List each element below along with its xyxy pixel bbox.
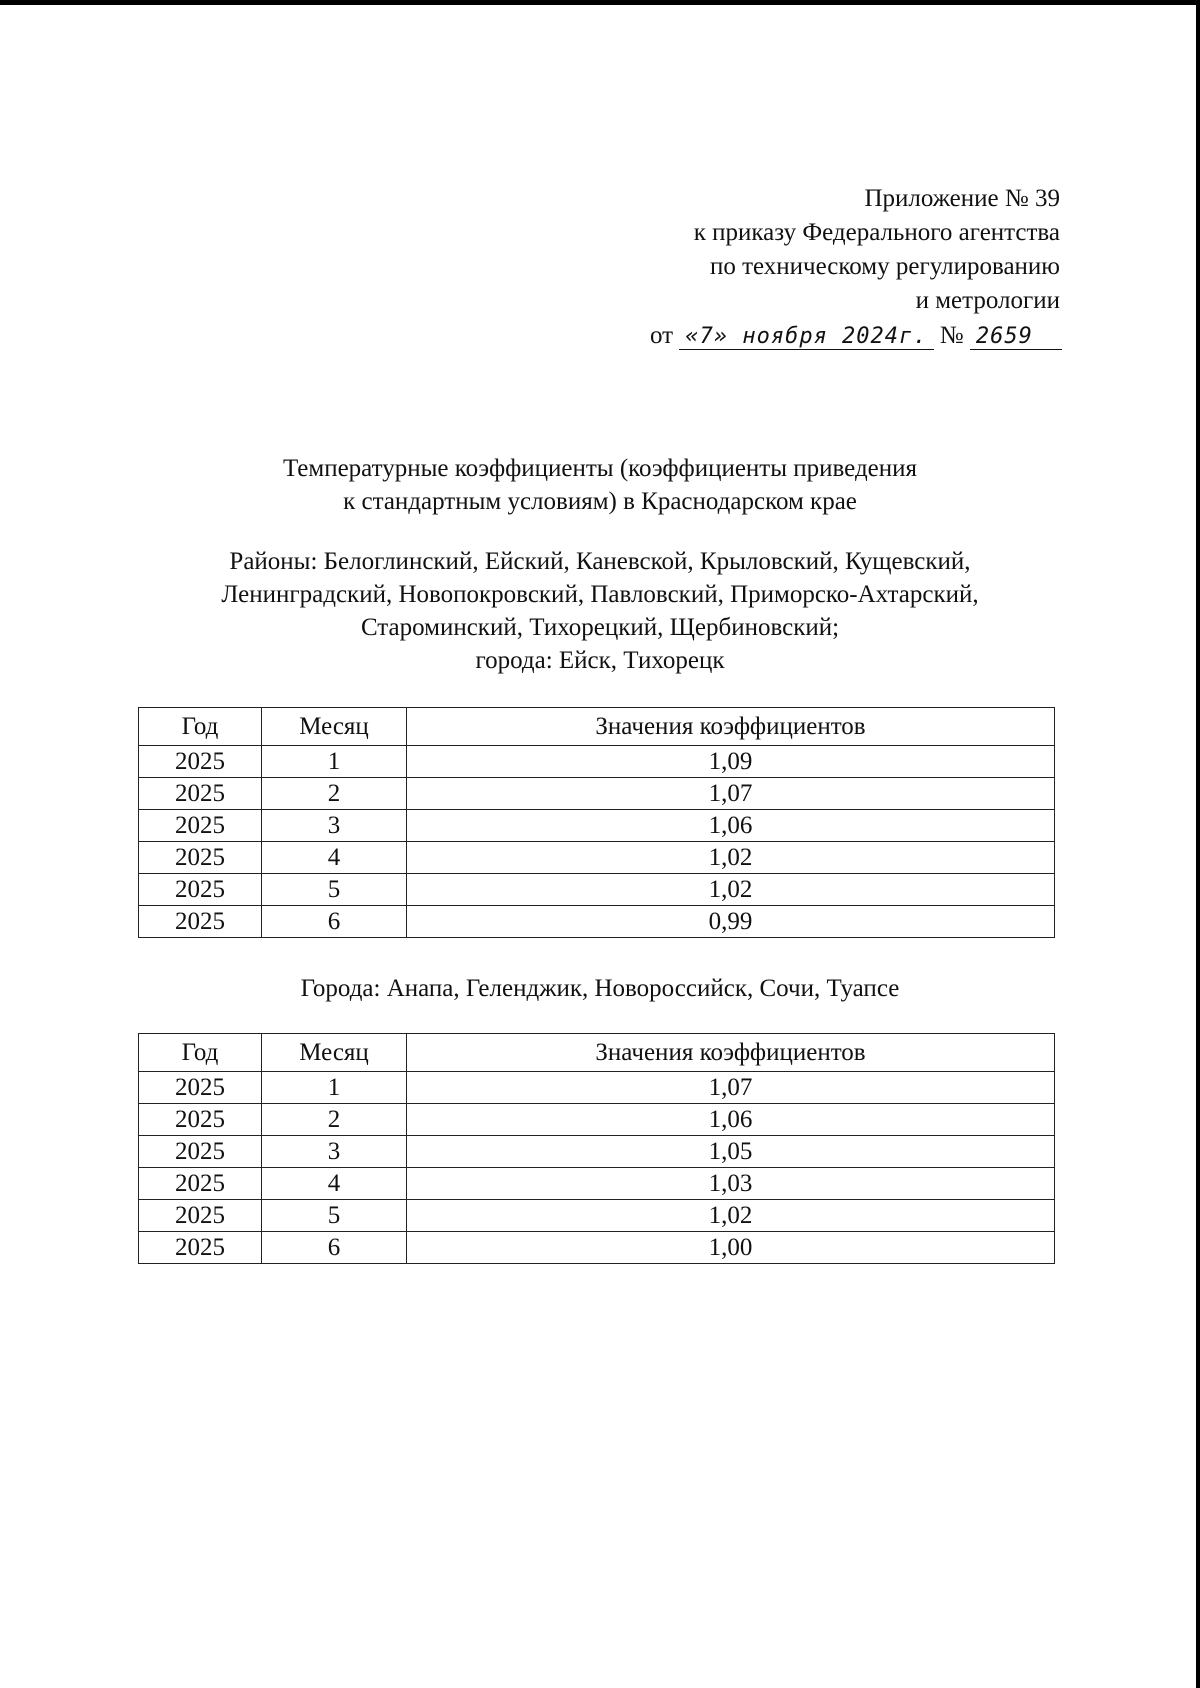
section1-heading xyxy=(0,545,1200,677)
title-line: к стандартным условиям) в Краснодарском крае xyxy=(343,488,857,515)
cell-year: 2025 xyxy=(139,746,262,778)
cell-value: 1,02 xyxy=(407,842,1055,874)
cell-year: 2025 xyxy=(139,1232,262,1264)
cell-month: 6 xyxy=(262,906,407,938)
table-row xyxy=(139,874,1055,906)
cell-year: 2025 xyxy=(139,778,262,810)
cell-year: 2025 xyxy=(139,906,262,938)
order-date-number xyxy=(650,322,1062,350)
cell-value: 1,02 xyxy=(407,874,1055,906)
cell-month: 2 xyxy=(262,778,407,810)
table-row xyxy=(139,1200,1055,1232)
cell-value: 1,03 xyxy=(407,1168,1055,1200)
cell-value: 1,02 xyxy=(407,1200,1055,1232)
column-header-month: Месяц xyxy=(262,708,407,746)
cell-month: 6 xyxy=(262,1232,407,1264)
scan-edge-right xyxy=(1196,0,1200,1688)
cell-value: 1,09 xyxy=(407,746,1055,778)
header-line: по техническому регулированию xyxy=(709,253,1060,280)
table-row xyxy=(139,810,1055,842)
table-row xyxy=(139,842,1055,874)
section2-heading xyxy=(0,972,1200,1005)
cell-value: 0,99 xyxy=(407,906,1055,938)
number-prefix: № xyxy=(939,322,964,349)
table-row xyxy=(139,1072,1055,1104)
cell-month: 5 xyxy=(262,1200,407,1232)
scan-edge-top xyxy=(0,0,1200,5)
column-header-year: Год xyxy=(139,1034,262,1072)
heading-line: Районы: Белоглинский, Ейский, Каневской, Крыловский, Кущевский, xyxy=(229,548,971,575)
column-header-month: Месяц xyxy=(262,1034,407,1072)
cell-month: 1 xyxy=(262,1072,407,1104)
cell-value: 1,07 xyxy=(407,1072,1055,1104)
table-header-row xyxy=(139,708,1055,746)
heading-line: Города: Анапа, Геленджик, Новороссийск, Сочи, Туапсе xyxy=(300,975,900,1002)
table-row xyxy=(139,1232,1055,1264)
cell-value: 1,05 xyxy=(407,1136,1055,1168)
cell-month: 2 xyxy=(262,1104,407,1136)
cell-value: 1,06 xyxy=(407,810,1055,842)
cell-month: 5 xyxy=(262,874,407,906)
table-header-row xyxy=(139,1034,1055,1072)
cell-month: 4 xyxy=(262,1168,407,1200)
table-row xyxy=(139,1168,1055,1200)
cell-year: 2025 xyxy=(139,1104,262,1136)
cell-year: 2025 xyxy=(139,842,262,874)
cell-month: 4 xyxy=(262,842,407,874)
table-row xyxy=(139,1104,1055,1136)
cell-month: 3 xyxy=(262,1136,407,1168)
coefficients-table-1 xyxy=(138,707,1055,938)
table-row xyxy=(139,778,1055,810)
cell-month: 1 xyxy=(262,746,407,778)
column-header-value: Значения коэффициентов xyxy=(407,1034,1055,1072)
cell-value: 1,06 xyxy=(407,1104,1055,1136)
appendix-header xyxy=(694,182,1060,318)
title-line: Температурные коэффициенты (коэффициенты приведения xyxy=(282,455,918,482)
table-row xyxy=(139,1136,1055,1168)
cell-year: 2025 xyxy=(139,1168,262,1200)
cell-year: 2025 xyxy=(139,1072,262,1104)
column-header-year: Год xyxy=(139,708,262,746)
header-line: Приложение № 39 xyxy=(864,185,1060,212)
heading-line: Ленинградский, Новопокровский, Павловский, Приморско-Ахтарский, xyxy=(221,581,979,608)
column-header-value: Значения коэффициентов xyxy=(407,708,1055,746)
header-line: к приказу Федерального агентства xyxy=(693,219,1060,246)
cell-year: 2025 xyxy=(139,810,262,842)
handwritten-number: 2659 xyxy=(970,324,1062,350)
heading-line: Староминский, Тихорецкий, Щербиновский; xyxy=(360,614,840,641)
table-row xyxy=(139,746,1055,778)
date-prefix: от xyxy=(650,322,674,349)
document-title xyxy=(0,452,1200,518)
heading-line: города: Ейск, Тихорецк xyxy=(475,647,725,674)
cell-year: 2025 xyxy=(139,874,262,906)
cell-month: 3 xyxy=(262,810,407,842)
handwritten-date: «7» ноября 2024г. xyxy=(679,324,933,350)
cell-year: 2025 xyxy=(139,1200,262,1232)
header-line: и метрологии xyxy=(915,287,1060,314)
table-row xyxy=(139,906,1055,938)
cell-year: 2025 xyxy=(139,1136,262,1168)
cell-value: 1,00 xyxy=(407,1232,1055,1264)
cell-value: 1,07 xyxy=(407,778,1055,810)
coefficients-table-2 xyxy=(138,1033,1055,1264)
